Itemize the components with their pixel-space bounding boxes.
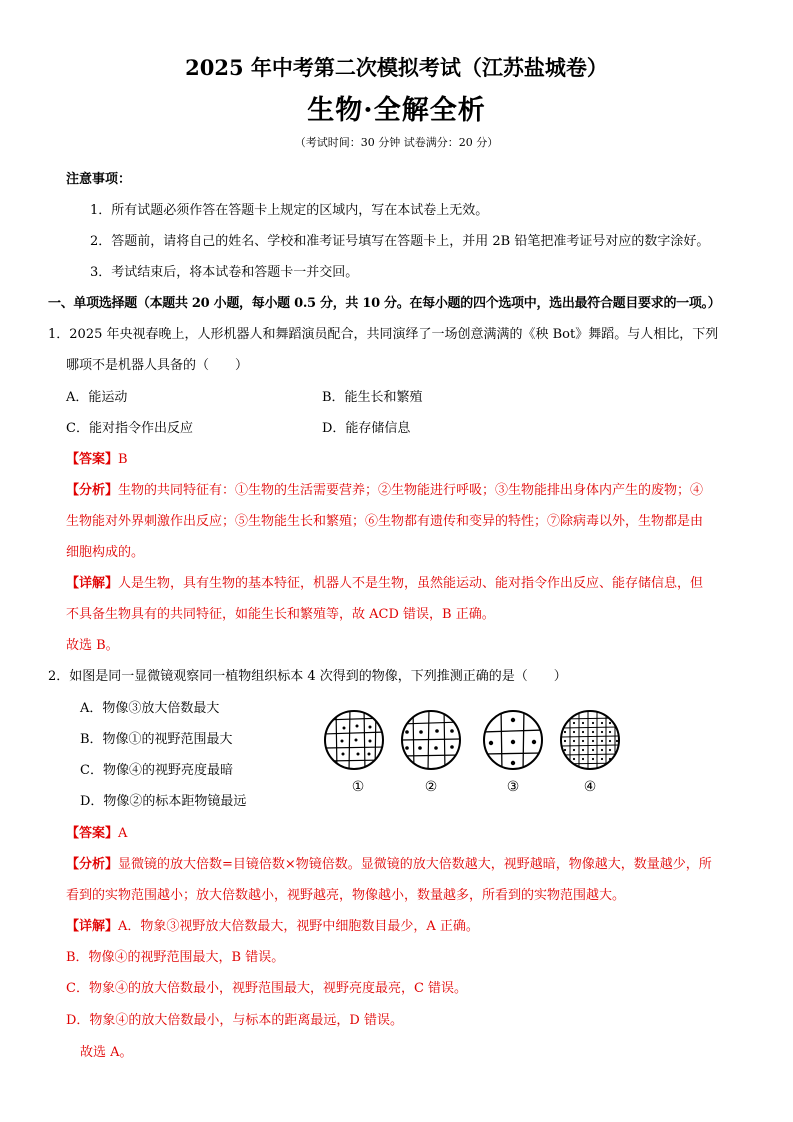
figure-label-4: ④ bbox=[583, 779, 597, 795]
notice-item: 2．答题前，请将自己的姓名、学校和准考证号填写在答题卡上，并用 2B 铅笔把准考证号对应的数字涂好。 bbox=[90, 234, 710, 249]
q1-option-a: A．能运动 bbox=[66, 390, 128, 405]
q1-stem-line1: 1．2025 年央视春晚上，人形机器人和舞蹈演员配合，共同演绎了一场创意满满的《秧 Bot》舞蹈。与人相比，下列 bbox=[48, 327, 719, 342]
q2-conclusion: 故选 A。 bbox=[80, 1045, 133, 1060]
q1-conclusion: 故选 B。 bbox=[66, 638, 119, 653]
detail-tag: 【详解】 bbox=[66, 576, 119, 591]
q1-answer bbox=[66, 448, 128, 467]
q2-answer bbox=[66, 822, 127, 841]
section-heading: 一、单项选择题（本题共 20 小题，每小题 0.5 分，共 10 分。在每小题的四个选项中，选出最符合题目要求的一项。） bbox=[48, 296, 721, 311]
q1-detail-line2: 不具备生物具有的共同特征，如能生长和繁殖等，故 ACD 错误，B 正确。 bbox=[66, 607, 495, 622]
microscope-view-1 bbox=[323, 707, 385, 772]
q2-detail-a: 【详解】A．物象③视野放大倍数最大，视野中细胞数目最少，A 正确。 bbox=[66, 919, 479, 934]
q2-detail-b: B．物像④的视野范围最大，B 错误。 bbox=[66, 950, 285, 965]
analysis-tag: 【分析】 bbox=[66, 857, 119, 872]
q2-analysis-line2: 看到的实物范围越小；放大倍数越小，视野越亮，物像越小，数量越多，所看到的实物范围越大。 bbox=[66, 888, 626, 903]
microscope-figure bbox=[318, 702, 630, 798]
q2-option-b: B．物像①的视野范围最大 bbox=[80, 732, 233, 747]
answer-value: B bbox=[118, 452, 128, 467]
answer-tag: 【答案】 bbox=[66, 826, 119, 841]
q1-analysis-line1: 【分析】生物的共同特征有：①生物的生活需要营养；②生物能进行呼吸；③生物能排出身体内产生的废物；④ bbox=[66, 483, 704, 498]
figure-label-3: ③ bbox=[506, 779, 520, 795]
figure-label-2: ② bbox=[424, 779, 438, 795]
q2-option-a: A．物像③放大倍数最大 bbox=[80, 701, 220, 716]
microscope-view-2 bbox=[400, 707, 462, 772]
q2-option-d: D．物像②的标本距物镜最远 bbox=[80, 794, 247, 809]
q1-analysis-line3: 细胞构成的。 bbox=[66, 545, 145, 560]
q1-option-d: D．能存储信息 bbox=[322, 421, 411, 436]
microscope-view-4 bbox=[559, 707, 621, 772]
exam-info: （考试时间：30 分钟 试卷满分：20 分） bbox=[294, 136, 499, 149]
document-title: 2025 年中考第二次模拟考试（江苏盐城卷） bbox=[185, 55, 608, 80]
q1-option-c: C．能对指令作出反应 bbox=[66, 421, 193, 436]
q1-option-b: B．能生长和繁殖 bbox=[322, 390, 423, 405]
detail-tag: 【详解】 bbox=[66, 919, 119, 934]
q1-detail-line1: 【详解】人是生物，具有生物的基本特征，机器人不是生物，虽然能运动、能对指令作出反应、能存储信息，但 bbox=[66, 576, 704, 591]
q1-analysis-line2: 生物能对外界刺激作出反应；⑤生物能生长和繁殖；⑥生物都有遗传和变异的特性；⑦除病毒以外，生物都是由 bbox=[66, 514, 704, 529]
q2-analysis-line1: 【分析】显微镜的放大倍数=目镜倍数×物镜倍数。显微镜的放大倍数越大，视野越暗，物像越大，数量越少，所 bbox=[66, 857, 712, 872]
answer-tag: 【答案】 bbox=[66, 452, 119, 467]
figure-label-1: ① bbox=[351, 779, 365, 795]
q2-option-c: C．物像④的视野亮度最暗 bbox=[80, 763, 233, 778]
document-subtitle: 生物·全解全析 bbox=[307, 95, 486, 126]
q1-stem-line2: 哪项不是机器人具备的（ ） bbox=[66, 358, 249, 373]
answer-value: A bbox=[118, 826, 128, 841]
q2-stem: 2．如图是同一显微镜观察同一植物组织标本 4 次得到的物像，下列推测正确的是（ ） bbox=[48, 669, 567, 684]
notice-heading: 注意事项： bbox=[66, 172, 132, 187]
notice-item: 1．所有试题必须作答在答题卡上规定的区域内，写在本试卷上无效。 bbox=[90, 203, 489, 218]
q2-detail-d: D．物象④的放大倍数最小，与标本的距离最远，D 错误。 bbox=[66, 1013, 403, 1028]
microscope-view-3 bbox=[482, 707, 544, 772]
notice-item: 3．考试结束后，将本试卷和答题卡一并交回。 bbox=[90, 265, 359, 280]
q2-detail-c: C．物象④的放大倍数最小，视野范围最大，视野亮度最亮，C 错误。 bbox=[66, 981, 468, 996]
analysis-tag: 【分析】 bbox=[66, 483, 119, 498]
